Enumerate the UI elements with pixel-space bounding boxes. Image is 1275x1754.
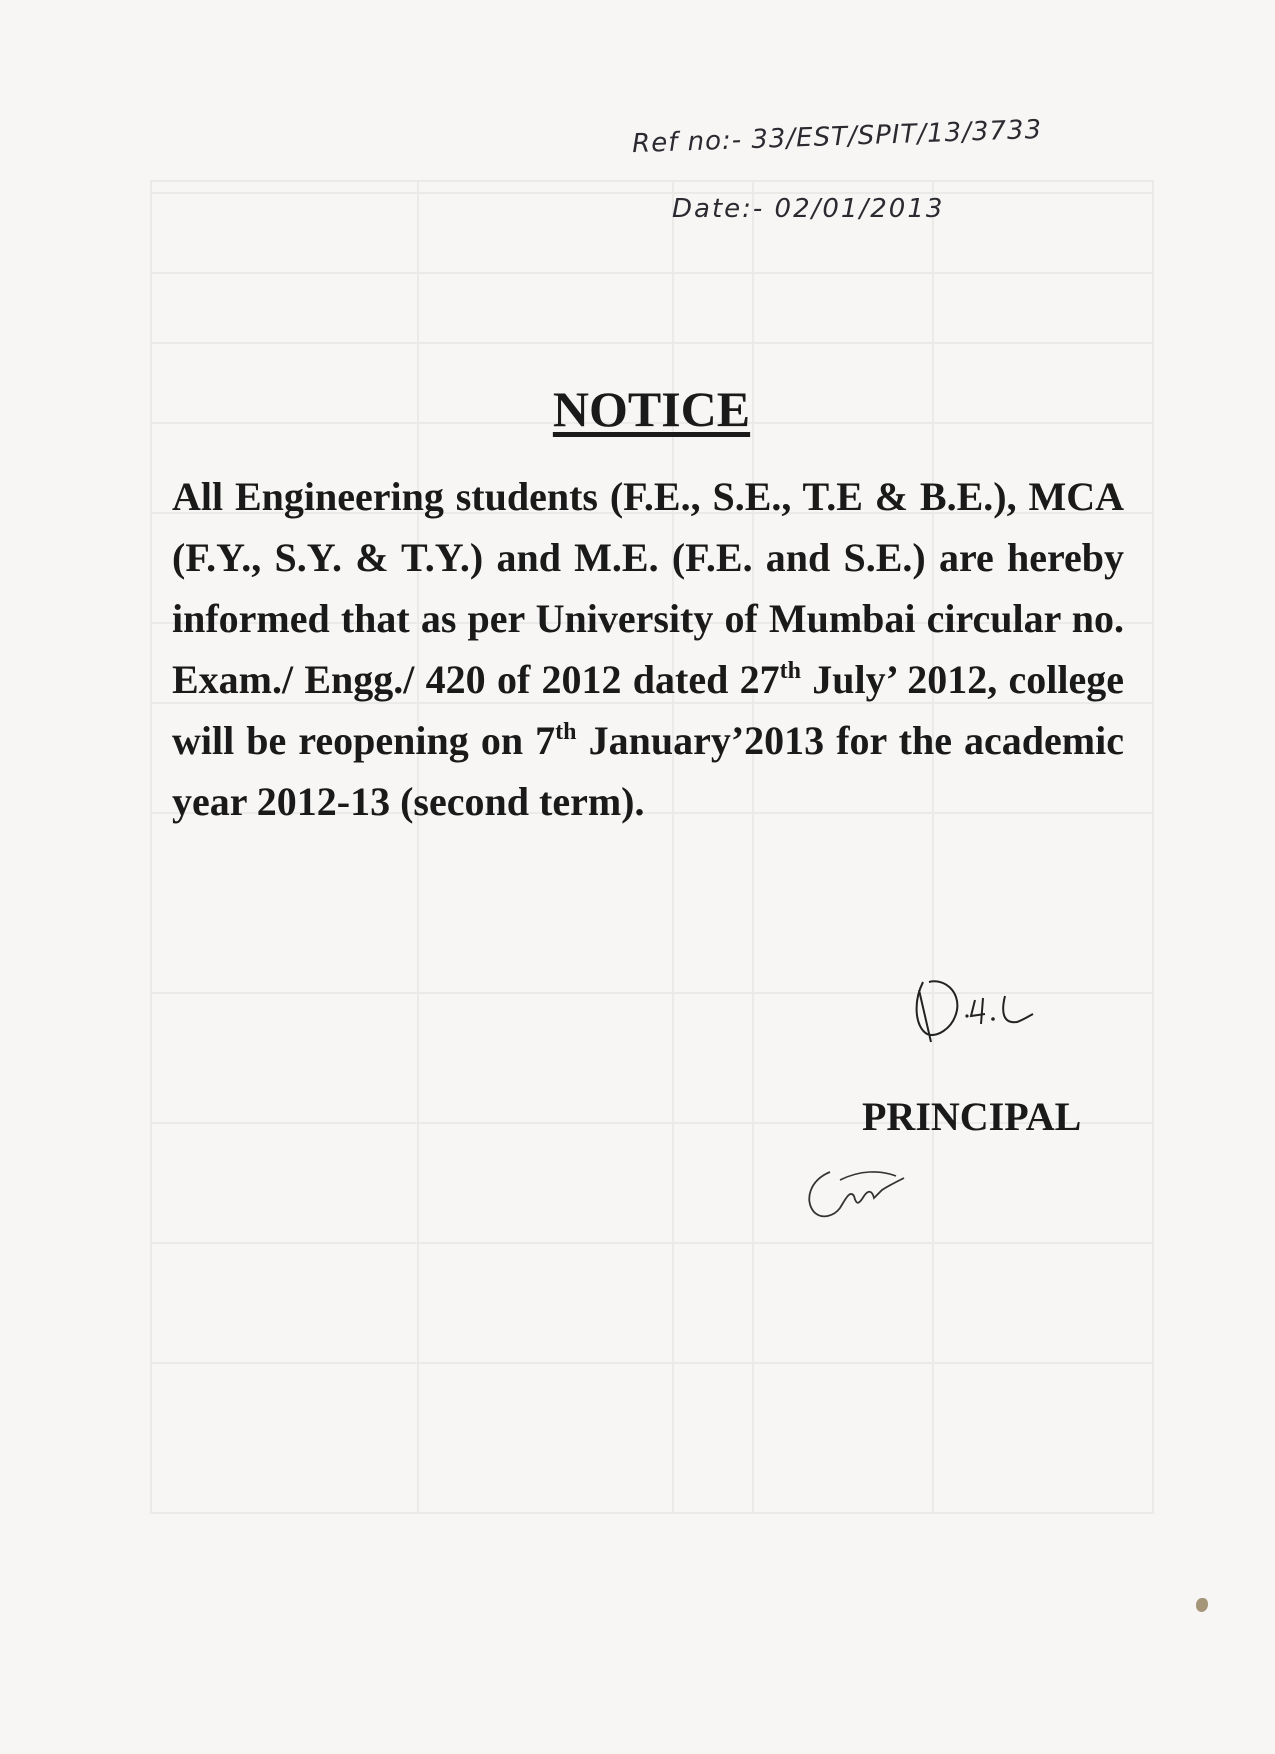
notice-body-part1: All Engineering students (F.E., S.E., T.E & B.E.), MCA (F.Y., S.Y. & T.Y.) and M.E. (F.E. and S.E.) are hereby informed that as per University of Mumbai circular no. Exam./ Engg./ 420 of 2012 dated 27 [172, 474, 1124, 702]
principal-signature [905, 972, 1055, 1052]
superscript-th-1: th [779, 658, 801, 684]
notice-body [172, 466, 1124, 832]
paper-stain [1196, 1598, 1208, 1612]
signatory-title: PRINCIPAL [862, 1094, 1082, 1139]
notice-title: NOTICE [552, 381, 751, 437]
notice-body-part3: January’2013 for the academic year 2012-13 (second term). [172, 718, 1124, 824]
superscript-th-2: th [555, 719, 577, 745]
notice-body-part2: July’ 2012, college will be reopening on 7 [172, 657, 1125, 763]
handwritten-initial [800, 1160, 920, 1230]
reference-number: Ref no:- 33/EST/SPIT/13/3733 [631, 114, 1043, 160]
notice-date: Date:- 02/01/2013 [672, 194, 945, 224]
